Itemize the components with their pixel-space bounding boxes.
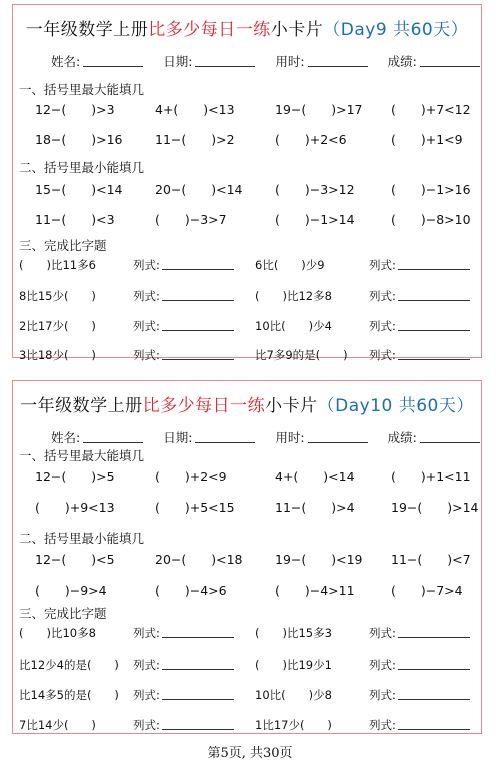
word-problem[interactable]: 10比( )少4 (255, 319, 332, 333)
equation-field[interactable] (369, 257, 470, 273)
problem[interactable]: ( )−7>4 (391, 583, 463, 598)
problem[interactable]: ( )−3>12 (275, 182, 355, 197)
name-label: 姓名: (51, 54, 81, 69)
section-heading: 一、括号里最大能填几 (19, 448, 145, 463)
problem[interactable]: ( )−8>10 (391, 212, 471, 227)
word-problem[interactable]: 3比18少( ) (19, 348, 96, 362)
word-problem[interactable]: ( )比11多6 (19, 258, 96, 272)
equation-field[interactable] (369, 288, 470, 304)
equation-field[interactable] (133, 288, 234, 304)
problem[interactable]: 20−( )<18 (155, 552, 243, 567)
equation-field[interactable] (369, 625, 470, 641)
problem[interactable]: 4+( )<14 (275, 469, 355, 484)
answer-line[interactable] (162, 319, 234, 331)
word-problem[interactable]: 2比17少( ) (19, 319, 96, 333)
answer-line[interactable] (162, 348, 234, 360)
answer-line[interactable] (162, 289, 234, 301)
equation-label: 列式: (369, 626, 396, 640)
date-label: 日期: (163, 430, 193, 445)
answer-line[interactable] (398, 718, 470, 730)
time-blank[interactable] (308, 430, 368, 443)
title-part: 小卡片 (265, 396, 318, 416)
name-blank[interactable] (83, 430, 143, 443)
answer-line[interactable] (398, 658, 470, 670)
answer-line[interactable] (398, 688, 470, 700)
date-label: 日期: (163, 54, 193, 69)
title-part: 一年级数学上册 (25, 20, 149, 40)
word-problem[interactable]: 8比15少( ) (19, 289, 96, 303)
problem[interactable]: ( )+1<11 (391, 469, 471, 484)
equation-label: 列式: (133, 688, 160, 702)
problem[interactable]: 11−( )>4 (275, 500, 355, 515)
answer-line[interactable] (162, 688, 234, 700)
word-problem[interactable]: 1比17少( ) (255, 718, 332, 732)
equation-label: 列式: (369, 348, 396, 362)
title-part: 一年级数学上册 (20, 396, 143, 416)
score-blank[interactable] (420, 54, 480, 67)
word-problem[interactable]: ( )比15多3 (255, 626, 332, 640)
section-heading: 一、括号里最大能填几 (19, 82, 145, 97)
answer-line[interactable] (398, 258, 470, 270)
problem[interactable]: ( )+1<9 (391, 132, 463, 147)
problem[interactable]: ( )−1>16 (391, 182, 471, 197)
equation-field[interactable] (369, 318, 470, 334)
section-heading: 三、完成比字题 (19, 606, 107, 621)
equation-label: 列式: (369, 658, 396, 672)
problem[interactable]: 4+( )<13 (155, 102, 235, 117)
equation-field[interactable] (133, 625, 234, 641)
answer-line[interactable] (398, 626, 470, 638)
problem[interactable]: 20−( )<14 (155, 182, 243, 197)
problem[interactable]: 18−( )>16 (35, 132, 123, 147)
card-title (13, 391, 481, 416)
time-label: 用时: (275, 54, 305, 69)
problem[interactable]: ( )−1>14 (275, 212, 355, 227)
word-problem[interactable]: 比12少4的是( ) (19, 658, 119, 672)
card-title (13, 15, 481, 40)
problem[interactable]: 19−( )>14 (391, 500, 479, 515)
problem[interactable]: ( )−3>7 (155, 212, 227, 227)
word-problem[interactable]: ( )比19少1 (255, 658, 332, 672)
answer-line[interactable] (398, 319, 470, 331)
equation-label: 列式: (133, 626, 160, 640)
equation-field[interactable] (133, 318, 234, 334)
answer-line[interactable] (162, 718, 234, 730)
equation-label: 列式: (133, 348, 160, 362)
title-day-badge: （Day9 共60天） (323, 20, 469, 40)
equation-label: 列式: (369, 289, 396, 303)
time-label: 用时: (275, 430, 305, 445)
problem[interactable]: 11−( )>2 (155, 132, 235, 147)
date-blank[interactable] (195, 430, 255, 443)
date-blank[interactable] (195, 54, 255, 67)
problem[interactable]: 19−( )>17 (275, 102, 363, 117)
equation-field[interactable] (133, 717, 234, 733)
equation-field[interactable] (369, 717, 470, 733)
equation-field[interactable] (369, 347, 470, 363)
word-problem[interactable]: 比14多5的是( ) (19, 688, 119, 702)
problem[interactable]: ( )−4>11 (275, 583, 355, 598)
section-heading: 三、完成比字题 (19, 238, 107, 253)
time-blank[interactable] (308, 54, 368, 67)
answer-line[interactable] (398, 348, 470, 360)
equation-label: 列式: (133, 658, 160, 672)
equation-field[interactable] (369, 687, 470, 703)
section-heading: 二、括号里最小能填几 (19, 160, 145, 175)
equation-label: 列式: (133, 718, 160, 732)
page-footer: 第5页, 共30页 (207, 746, 293, 761)
score-label: 成绩: (387, 430, 417, 445)
student-info-row (51, 52, 496, 70)
title-highlight: 比多少每日一练 (148, 20, 271, 40)
name-label: 姓名: (51, 430, 81, 445)
equation-field[interactable] (369, 657, 470, 673)
answer-line[interactable] (398, 289, 470, 301)
equation-field[interactable] (133, 347, 234, 363)
title-day-badge: （Day10 共60天） (317, 396, 474, 416)
equation-label: 列式: (133, 258, 160, 272)
problem[interactable]: 12−( )>3 (35, 102, 115, 117)
worksheet-card-day9 (12, 4, 482, 362)
problem[interactable]: ( )−4>6 (155, 583, 227, 598)
equation-label: 列式: (369, 718, 396, 732)
word-problem[interactable]: 6比( )少9 (255, 258, 325, 272)
word-problem[interactable]: ( )比12多8 (255, 289, 332, 303)
equation-label: 列式: (369, 319, 396, 333)
equation-label: 列式: (133, 289, 160, 303)
problem[interactable]: ( )+5<15 (155, 500, 235, 515)
equation-label: 列式: (133, 319, 160, 333)
student-info-row (51, 428, 496, 446)
name-blank[interactable] (83, 54, 143, 67)
problem[interactable]: ( )+2<9 (155, 469, 227, 484)
answer-line[interactable] (162, 258, 234, 270)
problem[interactable]: 11−( )<3 (35, 212, 115, 227)
equation-label: 列式: (369, 688, 396, 702)
problem[interactable]: ( )+7<12 (391, 102, 471, 117)
equation-label: 列式: (369, 258, 396, 272)
title-part: 小卡片 (270, 20, 324, 40)
problem[interactable]: ( )+9<13 (35, 500, 115, 515)
score-label: 成绩: (387, 54, 417, 69)
equation-field[interactable] (133, 657, 234, 673)
answer-line[interactable] (162, 626, 234, 638)
word-problem[interactable]: 10比( )少8 (255, 688, 332, 702)
problem[interactable]: 19−( )<19 (275, 552, 363, 567)
word-problem[interactable]: 7比14少( ) (19, 718, 96, 732)
answer-line[interactable] (162, 658, 234, 670)
problem[interactable]: 15−( )<14 (35, 182, 123, 197)
section-heading: 二、括号里最小能填几 (19, 531, 145, 546)
title-highlight: 比多少每日一练 (142, 396, 266, 416)
score-blank[interactable] (420, 430, 480, 443)
word-problem[interactable]: ( )比10多8 (19, 626, 96, 640)
problem[interactable]: 11−( )<7 (391, 552, 471, 567)
problem[interactable]: 12−( )<5 (35, 552, 115, 567)
problem[interactable]: 12−( )>5 (35, 469, 115, 484)
worksheet-card-day10 (12, 380, 482, 734)
equation-field[interactable] (133, 687, 234, 703)
word-problem[interactable]: 比7多9的是( ) (255, 348, 348, 362)
equation-field[interactable] (133, 257, 234, 273)
problem[interactable]: ( )−9>4 (35, 583, 107, 598)
problem[interactable]: ( )+2<6 (275, 132, 347, 147)
